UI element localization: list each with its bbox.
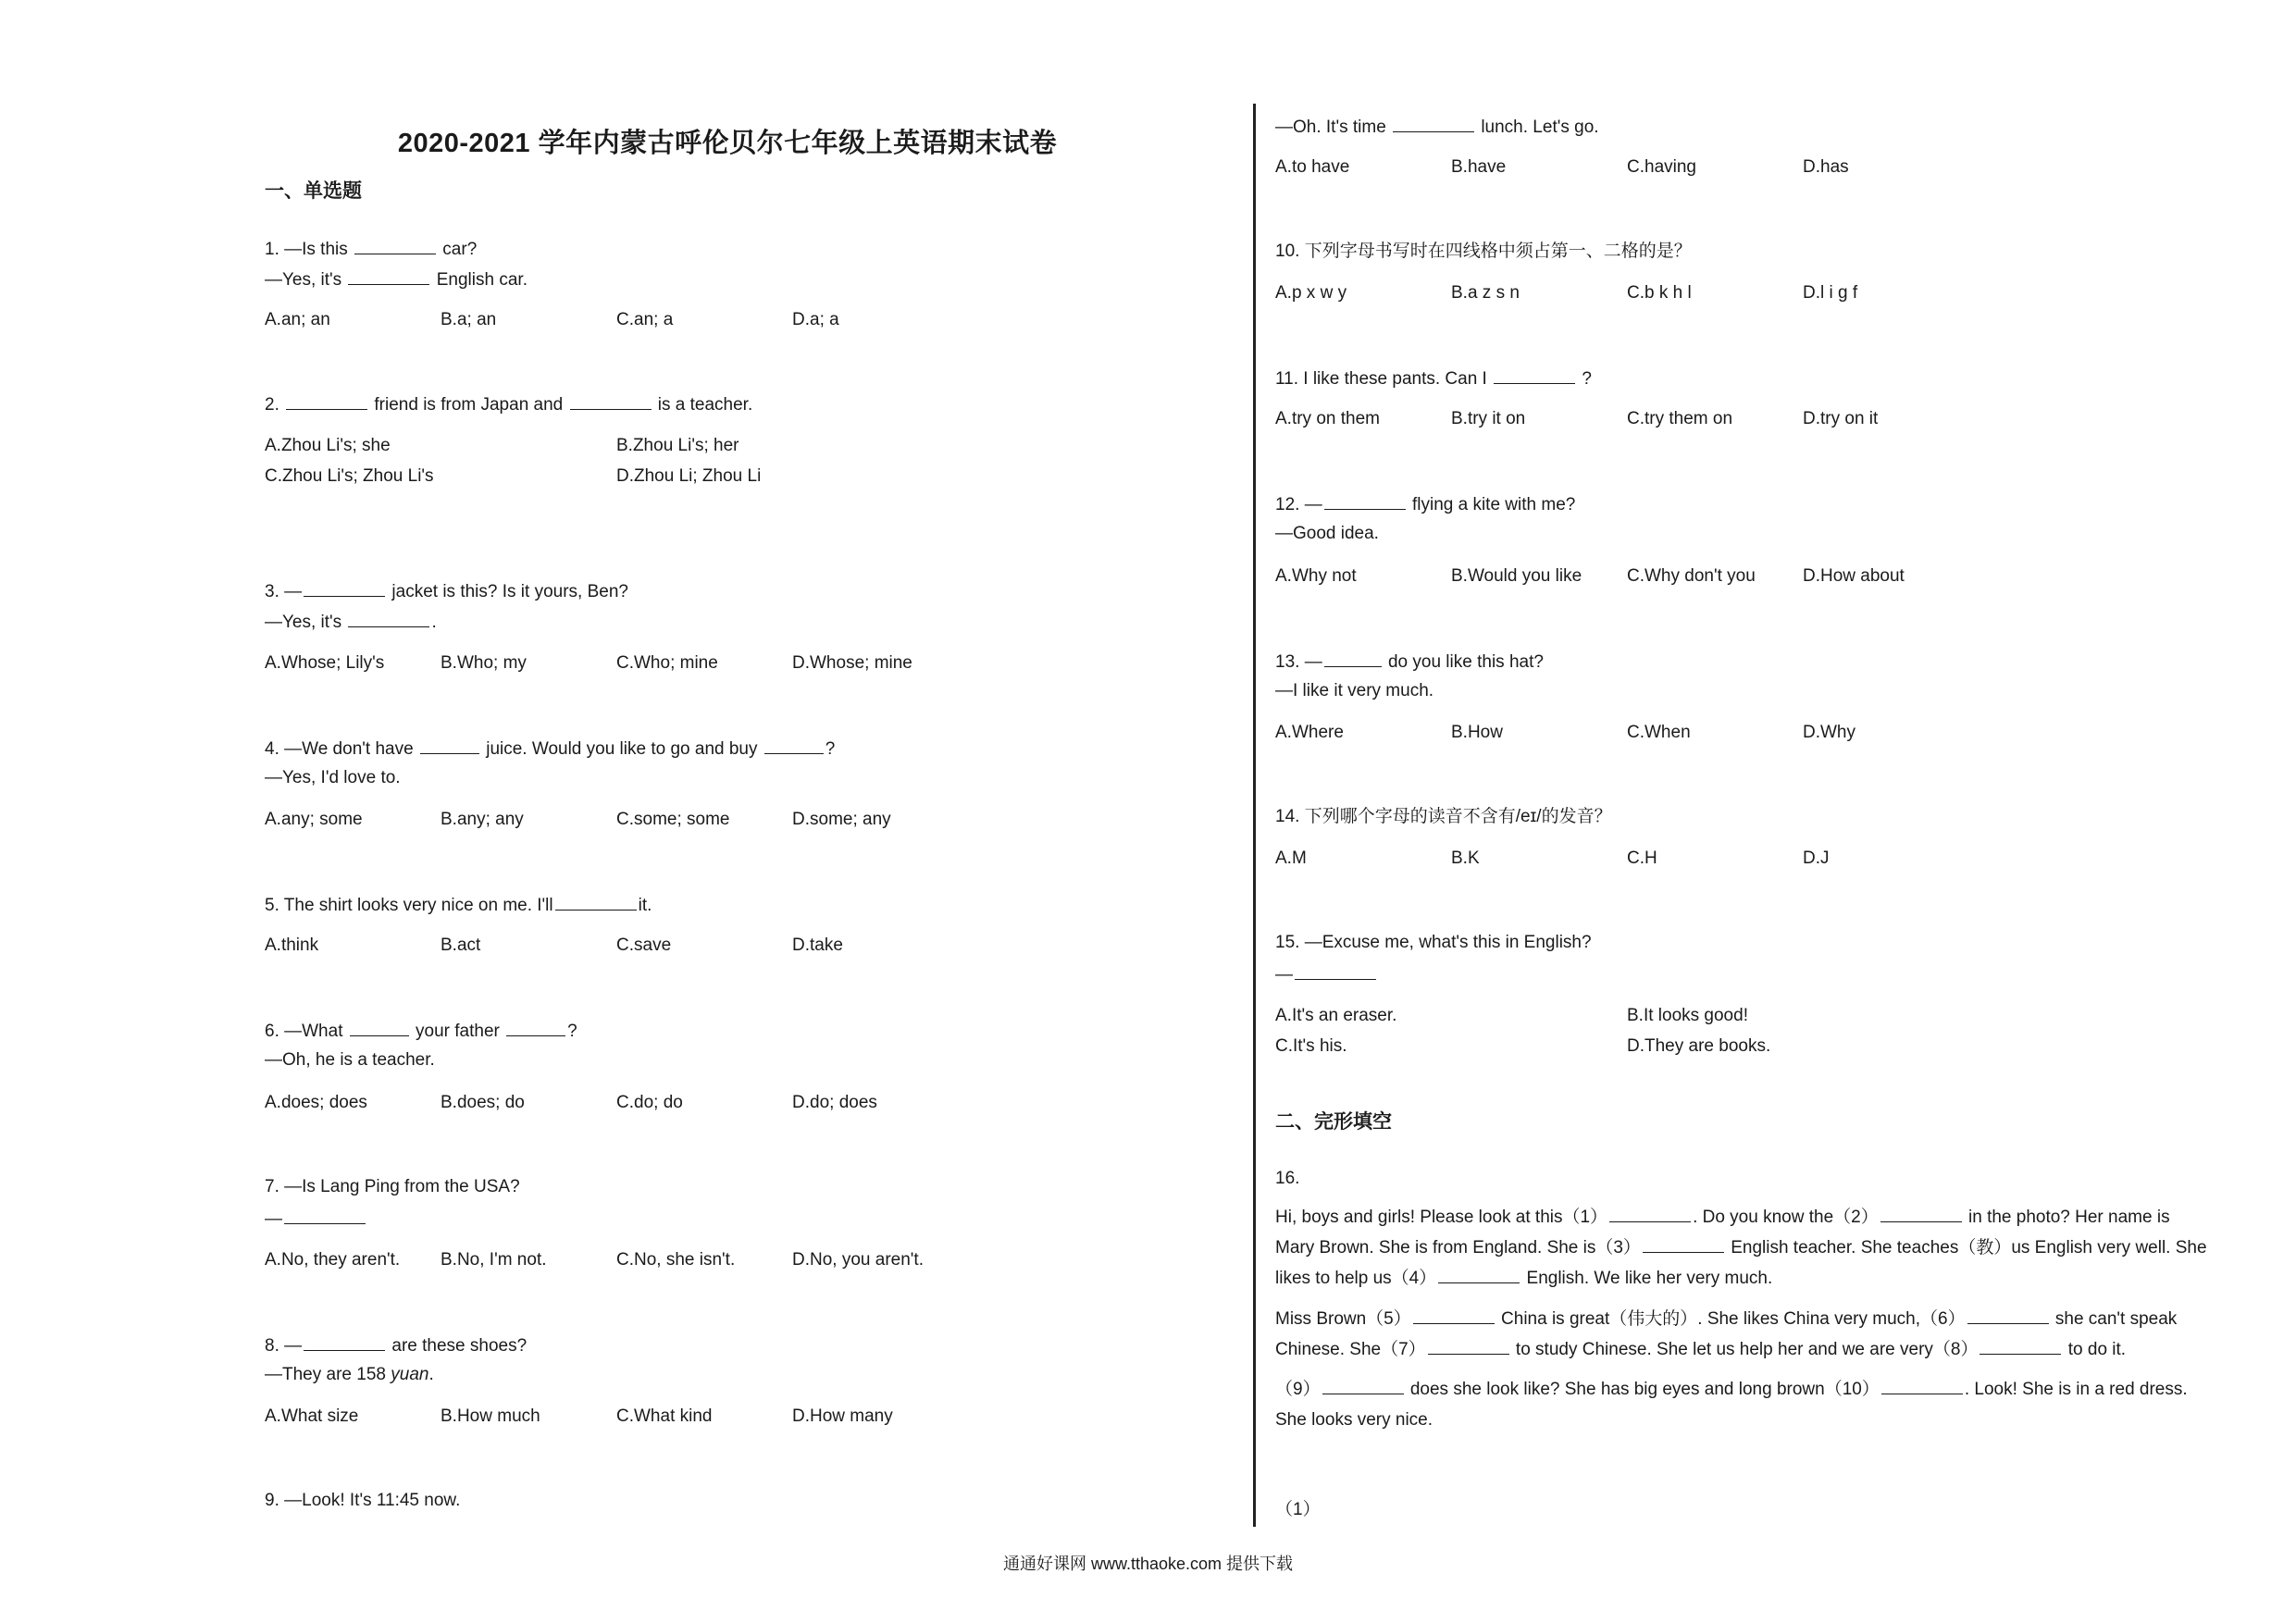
question-7-answer: — bbox=[265, 1207, 367, 1231]
q9-option-c[interactable]: C.having bbox=[1627, 157, 1696, 177]
q15-option-a[interactable]: A.It's an eraser. bbox=[1275, 1006, 1397, 1025]
question-1: 1. —Is this car? bbox=[265, 237, 477, 261]
q13-option-a[interactable]: A.Where bbox=[1275, 723, 1344, 742]
column-divider bbox=[1253, 104, 1256, 1527]
cloze-paragraph-1: Hi, boys and girls! Please look at this（1） . Do you know the（2） in the photo? Her name is Mary Brown. She is from England. She is（3） English teacher. She teaches（教）us English very well. She likes to help us（4） English. We like her very much. bbox=[1275, 1202, 2265, 1294]
q8-option-a[interactable]: A.What size bbox=[265, 1406, 359, 1426]
q7-option-b[interactable]: B.No, I'm not. bbox=[441, 1250, 547, 1270]
question-8-answer: —They are 158 yuan. bbox=[265, 1365, 434, 1384]
left-column bbox=[265, 0, 1190, 1623]
question-12: 12. — flying a kite with me? bbox=[1275, 492, 1575, 516]
q6-option-c[interactable]: C.do; do bbox=[616, 1093, 683, 1112]
q7-option-d[interactable]: D.No, you aren't. bbox=[792, 1250, 924, 1270]
question-10: 10. 下列字母书写时在四线格中须占第一、二格的是？ bbox=[1275, 242, 1692, 261]
q8-option-c[interactable]: C.What kind bbox=[616, 1406, 713, 1426]
question-15: 15. —Excuse me, what's this in English? bbox=[1275, 933, 1592, 952]
question-5: 5. The shirt looks very nice on me. I'll it. bbox=[265, 893, 652, 917]
q13-option-d[interactable]: D.Why bbox=[1803, 723, 1855, 742]
q9-option-a[interactable]: A.to have bbox=[1275, 157, 1350, 177]
q11-option-a[interactable]: A.try on them bbox=[1275, 409, 1380, 428]
right-column bbox=[1275, 0, 2265, 1623]
section-heading-cloze: 二、完形填空 bbox=[1275, 1111, 1392, 1133]
q4-option-c[interactable]: C.some; some bbox=[616, 810, 730, 829]
q11-option-d[interactable]: D.try on it bbox=[1803, 409, 1879, 428]
q8-option-b[interactable]: B.How much bbox=[441, 1406, 540, 1426]
question-11: 11. I like these pants. Can I ? bbox=[1275, 366, 1592, 390]
q9-option-b[interactable]: B.have bbox=[1451, 157, 1507, 177]
q4-option-b[interactable]: B.any; any bbox=[441, 810, 524, 829]
q1-option-b[interactable]: B.a; an bbox=[441, 310, 497, 329]
question-9-answer: —Oh. It's time lunch. Let's go. bbox=[1275, 115, 1599, 139]
question-15-answer: — bbox=[1275, 962, 1378, 986]
q10-option-b[interactable]: B.a z s n bbox=[1451, 283, 1520, 303]
q13-option-c[interactable]: C.When bbox=[1627, 723, 1691, 742]
question-3-answer: —Yes, it's . bbox=[265, 610, 437, 634]
page-title: 2020-2021 学年内蒙古呼伦贝尔七年级上英语期末试卷 bbox=[397, 129, 1058, 158]
q15-option-b[interactable]: B.It looks good! bbox=[1627, 1006, 1748, 1025]
question-4-answer: —Yes, I'd love to. bbox=[265, 768, 401, 787]
question-7: 7. —Is Lang Ping from the USA? bbox=[265, 1177, 520, 1196]
q12-option-d[interactable]: D.How about bbox=[1803, 566, 1905, 586]
q11-option-b[interactable]: B.try it on bbox=[1451, 409, 1526, 428]
question-9: 9. —Look! It's 11:45 now. bbox=[265, 1491, 461, 1510]
q3-option-b[interactable]: B.Who; my bbox=[441, 653, 527, 673]
q4-option-a[interactable]: A.any; some bbox=[265, 810, 363, 829]
question-13: 13. — do you like this hat? bbox=[1275, 650, 1544, 674]
q14-option-b[interactable]: B.K bbox=[1451, 849, 1480, 868]
q2-option-d[interactable]: D.Zhou Li; Zhou Li bbox=[616, 466, 762, 486]
q1-option-d[interactable]: D.a; a bbox=[792, 310, 839, 329]
question-1-answer: —Yes, it's English car. bbox=[265, 267, 527, 291]
q6-option-d[interactable]: D.do; does bbox=[792, 1093, 877, 1112]
question-8: 8. — are these shoes? bbox=[265, 1333, 527, 1357]
question-6-answer: —Oh, he is a teacher. bbox=[265, 1050, 435, 1070]
q14-option-c[interactable]: C.H bbox=[1627, 849, 1657, 868]
q10-option-a[interactable]: A.p x w y bbox=[1275, 283, 1347, 303]
q13-option-b[interactable]: B.How bbox=[1451, 723, 1503, 742]
question-4: 4. —We don't have juice. Would you like to go and buy ? bbox=[265, 737, 835, 761]
q12-option-b[interactable]: B.Would you like bbox=[1451, 566, 1582, 586]
q10-option-c[interactable]: C.b k h l bbox=[1627, 283, 1692, 303]
q6-option-b[interactable]: B.does; do bbox=[441, 1093, 525, 1112]
q1-option-a[interactable]: A.an; an bbox=[265, 310, 330, 329]
question-14: 14. 下列哪个字母的读音不含有/eɪ/的发音？ bbox=[1275, 807, 1612, 826]
q7-option-c[interactable]: C.No, she isn't. bbox=[616, 1250, 736, 1270]
q8-option-d[interactable]: D.How many bbox=[792, 1406, 893, 1426]
question-16-number: 16. bbox=[1275, 1169, 1300, 1188]
question-12-answer: —Good idea. bbox=[1275, 524, 1379, 543]
q3-option-d[interactable]: D.Whose; mine bbox=[792, 653, 912, 673]
page-footer: 通通好课网 www.tthaoke.com 提供下载 bbox=[1002, 1555, 1294, 1573]
question-2: 2. friend is from Japan and is a teacher. bbox=[265, 392, 752, 416]
q5-option-b[interactable]: B.act bbox=[441, 935, 481, 955]
cloze-paragraph-2: Miss Brown（5） China is great（伟大的）. She likes China very much,（6） she can't speak Chinese. She（7） to study Chinese. She let us help her and we are very（8） to do it. bbox=[1275, 1304, 2265, 1365]
q15-option-d[interactable]: D.They are books. bbox=[1627, 1036, 1771, 1056]
q5-option-c[interactable]: C.save bbox=[616, 935, 672, 955]
cloze-sub-question-1: （1） bbox=[1275, 1500, 1321, 1519]
section-heading-single-choice: 一、单选题 bbox=[265, 180, 362, 202]
q10-option-d[interactable]: D.l i g f bbox=[1803, 283, 1858, 303]
q5-option-d[interactable]: D.take bbox=[792, 935, 843, 955]
q15-option-c[interactable]: C.It's his. bbox=[1275, 1036, 1347, 1056]
q5-option-a[interactable]: A.think bbox=[265, 935, 319, 955]
q3-option-a[interactable]: A.Whose; Lily's bbox=[265, 653, 385, 673]
question-3: 3. — jacket is this? Is it yours, Ben? bbox=[265, 579, 628, 603]
q11-option-c[interactable]: C.try them on bbox=[1627, 409, 1733, 428]
q4-option-d[interactable]: D.some; any bbox=[792, 810, 891, 829]
q9-option-d[interactable]: D.has bbox=[1803, 157, 1849, 177]
q12-option-a[interactable]: A.Why not bbox=[1275, 566, 1357, 586]
q14-option-a[interactable]: A.M bbox=[1275, 849, 1307, 868]
q6-option-a[interactable]: A.does; does bbox=[265, 1093, 367, 1112]
q1-option-c[interactable]: C.an; a bbox=[616, 310, 674, 329]
question-6: 6. —What your father ? bbox=[265, 1019, 577, 1043]
cloze-paragraph-3: （9） does she look like? She has big eyes and long brown（10） . Look! She is in a red dress. She looks very nice. bbox=[1275, 1374, 2265, 1435]
q14-option-d[interactable]: D.J bbox=[1803, 849, 1830, 868]
question-13-answer: —I like it very much. bbox=[1275, 681, 1434, 700]
q2-option-c[interactable]: C.Zhou Li's; Zhou Li's bbox=[265, 466, 434, 486]
q7-option-a[interactable]: A.No, they aren't. bbox=[265, 1250, 401, 1270]
q12-option-c[interactable]: C.Why don't you bbox=[1627, 566, 1756, 586]
q2-option-a[interactable]: A.Zhou Li's; she bbox=[265, 436, 391, 455]
q3-option-c[interactable]: C.Who; mine bbox=[616, 653, 718, 673]
q2-option-b[interactable]: B.Zhou Li's; her bbox=[616, 436, 739, 455]
